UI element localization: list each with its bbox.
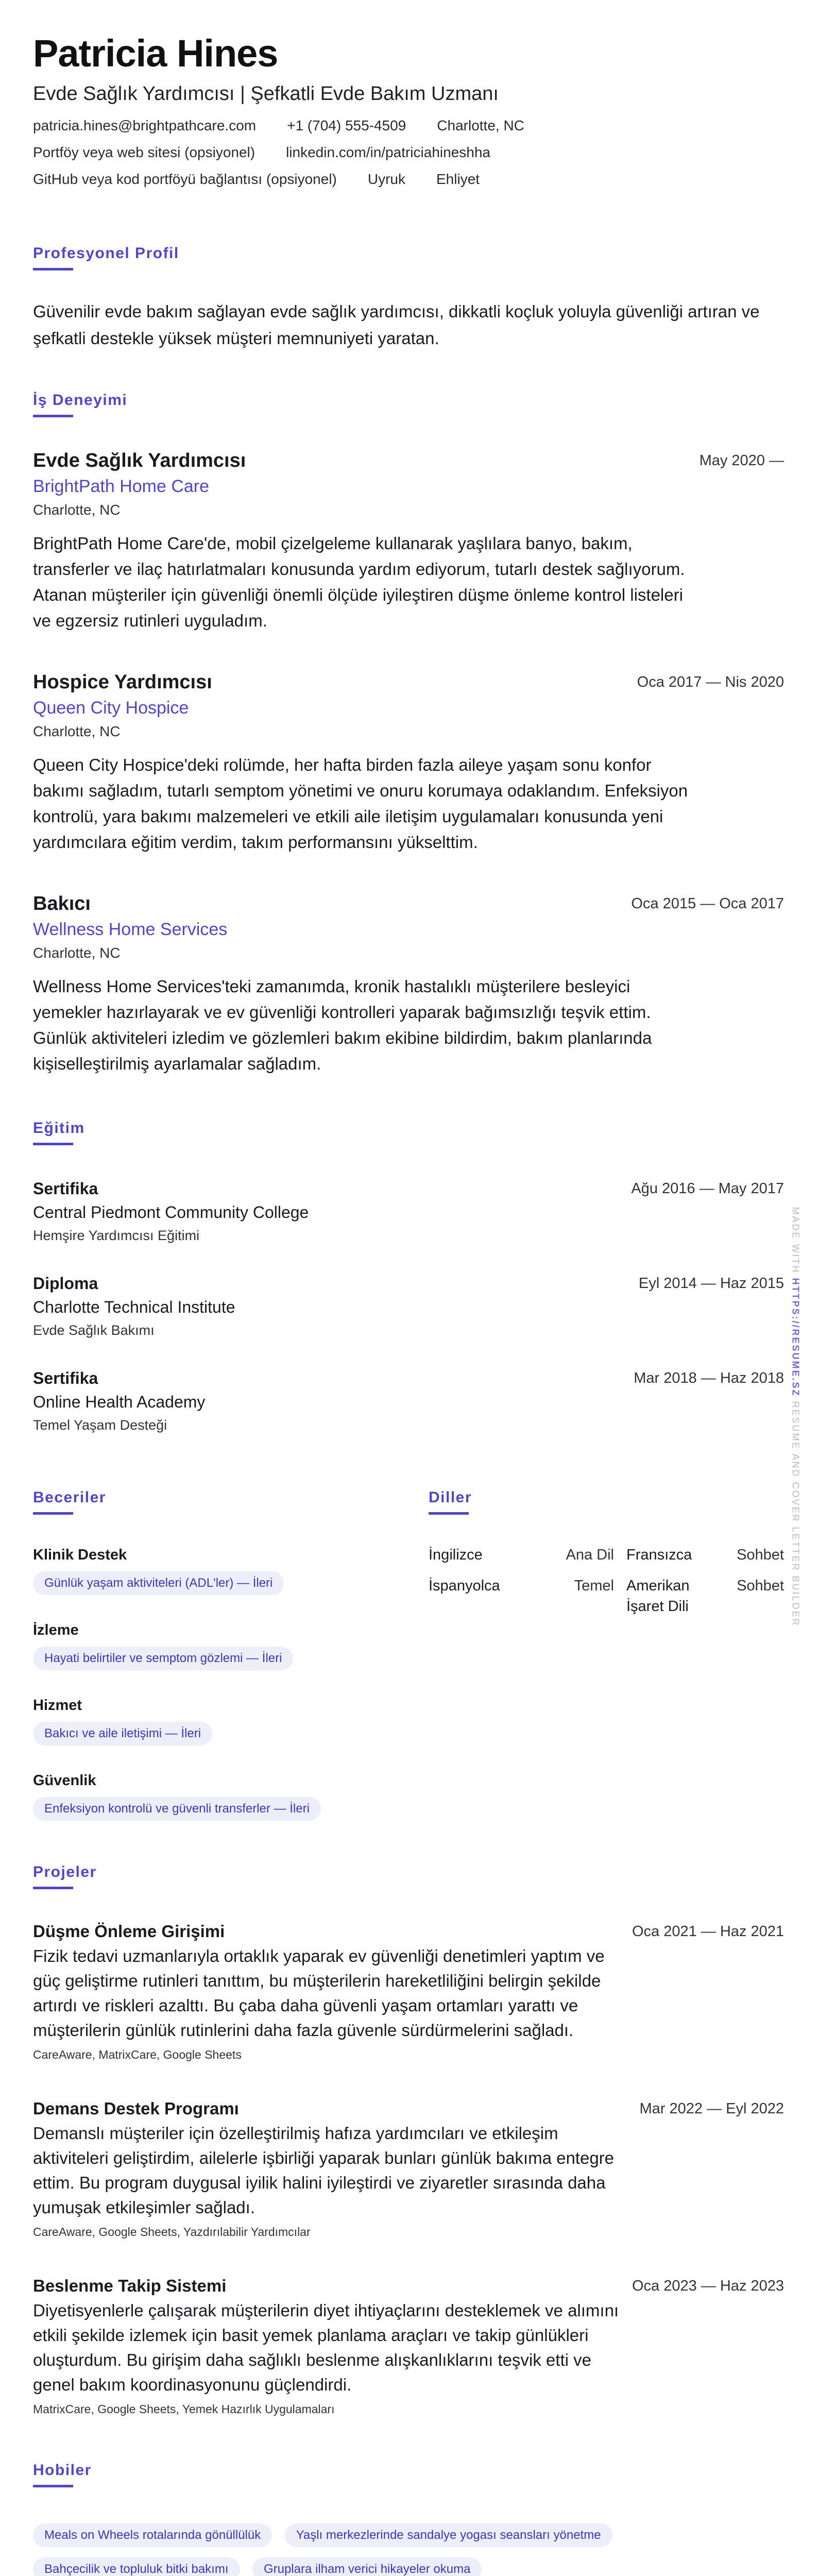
project-title: Düşme Önleme Girişimi [33,1922,225,1941]
watermark-link[interactable]: HTTPS://RESUME.SZ [790,1278,801,1397]
hobby-pill: Meals on Wheels rotalarında gönüllülük [33,2523,272,2547]
project-tools: CareAware, MatrixCare, Google Sheets [33,2048,242,2061]
builder-watermark [785,1185,806,1649]
project-entry [33,2274,784,2419]
skill-pill: Enfeksiyon kontrolü ve güvenli transferler — İleri [33,1797,321,1821]
languages-grid [429,1545,784,1617]
skills-languages-row [33,1487,784,1821]
candidate-headline: Evde Sağlık Yardımcısı | Şefkatli Evde Bakım Uzmanı [33,83,499,105]
resume-page [33,29,784,2576]
edu-date: Eyl 2014 — Haz 2015 [638,1275,784,1292]
language-level: Ana Dil [566,1547,614,1563]
job-company: Queen City Hospice [33,698,189,718]
job-description: Wellness Home Services'teki zamanımda, kronik hastalıklı müşterilere besleyici yemekler hazırlayarak ve ev güvenliği kontrolleri yaparak bağımsızlığı teşvik ettim. Günlük aktiviteleri izledim ve gözlemleri bakım ekibine bildirdim, bakım planlarında kişiselleştirilmiş ayarlamalar sağladım. [33,977,652,1073]
skill-group [33,1770,429,1821]
watermark-text [790,1207,801,1626]
job-description: Queen City Hospice'deki rolümde, her hafta birden fazla aileye yaşam sonu konfor bakımı sağladım, tutarlı semptom yönetimi ve onuru korumaya odaklandım. Enfeksiyon kontrolü, yara bakımı malzemeleri ve etkili aile iletişim uygulamaları konusunda yeni yardımcılara eğitim verdim, takım performansını yükselttim. [33,755,688,852]
watermark-suffix: RESUME AND COVER LETTER BUILDER [790,1401,801,1627]
project-description: Diyetisyenlerle çalışarak müşterilerin diyet ihtiyaçlarını desteklemek ve alımını etkili şekilde izlemek için basit yemek planlama araçları ve takip günlükleri oluşturdum. Bu girişim daha sağlıklı beslenme alışkanlıklarını teşvik etti ve genel bakım koordinasyonunu güçlendirdi. [33,2301,619,2394]
projects-section [33,1862,784,2419]
section-divider [33,415,73,417]
job-title: Hospice Yardımcısı [33,671,212,693]
job-date: May 2020 — [699,452,784,469]
project-tools: CareAware, Google Sheets, Yazdırılabilir Yardımcılar [33,2225,311,2239]
edu-institution: Charlotte Technical Institute [33,1298,235,1316]
candidate-name: Patricia Hines [33,32,278,75]
edu-date: Ağu 2016 — May 2017 [631,1180,784,1197]
project-title: Beslenme Takip Sistemi [33,2276,227,2295]
project-entry [33,2096,784,2242]
section-divider [33,268,73,270]
project-date: Mar 2022 — Eyl 2022 [639,2100,784,2117]
edu-institution: Online Health Academy [33,1393,206,1411]
skill-group [33,1620,429,1670]
hobby-pill: Gruplara ilham verici hikayeler okuma [252,2557,482,2576]
project-title: Demans Destek Programı [33,2099,239,2118]
edu-field: Evde Sağlık Bakımı [33,1323,155,1338]
skill-name: Güvenlik [33,1772,96,1789]
contact-row-extra [33,169,784,190]
language-level: Sohbet [737,1578,784,1594]
edu-degree: Sertifika [33,1179,98,1198]
skill-group [33,1695,429,1745]
experience-entry [33,890,784,1077]
section-title-education: Eğitim [33,1120,85,1137]
job-company: Wellness Home Services [33,920,228,939]
job-date: Oca 2017 — Nis 2020 [637,674,784,690]
education-section [33,1118,784,1436]
language-name: İngilizce [429,1547,483,1563]
edu-date: Mar 2018 — Haz 2018 [634,1370,784,1386]
section-divider [33,1512,73,1515]
hobby-pill: Bahçecilik ve topluluk bitki bakımı [33,2557,240,2576]
section-title-profile: Profesyonel Profil [33,245,179,262]
job-company: BrightPath Home Care [33,477,210,496]
language-level: Temel [574,1578,614,1594]
education-entry [33,1272,784,1341]
experience-entry [33,669,784,855]
section-divider [429,1512,469,1515]
contact-nationality: Uyruk [367,171,405,187]
hobbies-section [33,2460,784,2576]
contact-website[interactable]: Portföy veya web sitesi (opsiyonel) [33,144,255,160]
section-divider [33,1887,73,1889]
skill-pill: Günlük yaşam aktiviteleri (ADL'ler) — İleri [33,1571,284,1595]
section-title-experience: İş Deneyimi [33,392,128,409]
edu-field: Temel Yaşam Desteği [33,1417,167,1433]
education-entry [33,1177,784,1246]
resume-header [33,29,784,190]
language-name: Fransızca [626,1547,692,1563]
contact-location: Charlotte, NC [437,117,524,133]
section-title-hobbies: Hobiler [33,2462,92,2479]
project-date: Oca 2023 — Haz 2023 [632,2278,784,2294]
contact-linkedin[interactable]: linkedin.com/in/patriciahineshha [286,144,490,160]
job-title: Bakıcı [33,893,91,914]
language-name: İspanyolca [429,1578,500,1594]
skill-name: Hizmet [33,1697,82,1714]
job-title: Evde Sağlık Yardımcısı [33,450,246,471]
section-divider [33,2485,73,2487]
contact-row-primary [33,115,784,136]
section-title-skills: Beceriler [33,1489,106,1506]
skill-pill: Hayati belirtiler ve semptom gözlemi — İleri [33,1647,293,1670]
skills-section [33,1487,429,1821]
job-date: Oca 2015 — Oca 2017 [631,895,784,912]
language-level: Sohbet [737,1547,784,1563]
languages-section [429,1487,784,1821]
section-title-projects: Projeler [33,1863,97,1880]
hobbies-list [33,2513,784,2576]
project-description: Fizik tedavi uzmanlarıyla ortaklık yaparak ev güvenliği denetimleri yaptım ve güç geliştirme rutinleri tanıttım, bu müşterilerin hareketliliğini belirgin şekilde artırdı ve riskleri azalttı. Bu çaba daha güvenli yaşam ortamları yarattı ve müşterilerin günlük rutinlerini daha fazla güvenle sürdürmelerini sağladı. [33,1946,605,2040]
experience-section [33,390,784,1077]
language-name: Amerikan İşaret Dili [626,1578,690,1615]
skill-group [33,1545,429,1595]
skill-pill: Bakıcı ve aile iletişimi — İleri [33,1722,212,1745]
section-title-languages: Diller [429,1489,472,1506]
edu-field: Hemşire Yardımcısı Eğitimi [33,1228,200,1243]
skill-name: Klinik Destek [33,1547,127,1563]
edu-institution: Central Piedmont Community College [33,1203,309,1222]
project-description: Demanslı müşteriler için özelleştirilmiş hafıza yardımcıları ve etkileşim aktiviteleri geliştirdim, ailelerle işbirliği yaparak bunları günlük bakıma entegre ettim. Bu program duygusal iyilik halini iyileştirdi ve ziyaretler sırasında daha yumuşak etkileşimler sağladı. [33,2124,615,2217]
section-divider [33,1143,73,1145]
hobby-pill: Yaşlı merkezlerinde sandalye yogası seansları yönetme [285,2523,612,2547]
project-date: Oca 2021 — Haz 2021 [632,1923,784,1940]
skill-name: İzleme [33,1622,79,1638]
profile-section [33,243,784,352]
project-entry [33,1919,784,2064]
contact-email[interactable]: patricia.hines@brightpathcare.com [33,117,257,133]
job-description: BrightPath Home Care'de, mobil çizelgeleme kullanarak yaşlılara banyo, bakım, transferler ve ilaç hatırlatmaları konusunda yardım ediyorum, tutarlı destek sağlıyorum. Atanan müşteriler için güvenliği önemli ölçüde iyileştiren düşme önleme kontrol listeleri ve egzersiz rutinleri uyguladım. [33,534,685,630]
job-location: Charlotte, NC [33,502,121,518]
contact-license: Ehliyet [436,171,480,187]
watermark-prefix: MADE WITH [790,1207,801,1274]
job-location: Charlotte, NC [33,723,121,739]
education-entry [33,1367,784,1436]
profile-summary: Güvenilir evde bakım sağlayan evde sağlık yardımcısı, dikkatli koçluk yoluyla güvenliği artıran ve şefkatli destekle yüksek müşteri memnuniyeti yaratan. [33,302,760,348]
project-tools: MatrixCare, Google Sheets, Yemek Hazırlık Uygulamaları [33,2402,335,2416]
contact-github[interactable]: GitHub veya kod portföyü bağlantısı (opsiyonel) [33,171,337,187]
edu-degree: Diploma [33,1274,98,1293]
contact-row-links [33,142,784,163]
job-location: Charlotte, NC [33,945,121,961]
contact-phone[interactable]: +1 (704) 555-4509 [287,117,406,133]
experience-entry [33,447,784,634]
edu-degree: Sertifika [33,1369,98,1387]
